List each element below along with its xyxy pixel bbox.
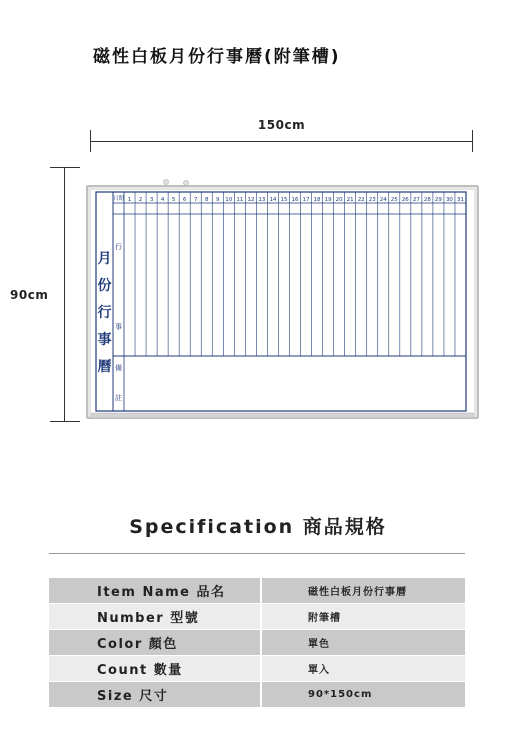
spec-row-size [49, 682, 465, 707]
day-number: 26 [401, 197, 409, 203]
day-number: 12 [247, 197, 255, 203]
specification-heading: Specification 商品規格 [129, 516, 387, 538]
notes-row-label: 備 [115, 364, 122, 372]
day-number: 22 [357, 197, 365, 203]
vertical-title-char: 行 [97, 305, 112, 321]
spec-value: 磁性白板月份行事曆 [262, 578, 465, 603]
day-number: 14 [269, 197, 277, 203]
date-header-label: 日期 [112, 196, 125, 202]
day-number: 21 [346, 197, 354, 203]
day-number: 17 [302, 197, 310, 203]
spec-row-number [49, 604, 465, 629]
vertical-title-char: 份 [97, 278, 112, 294]
spec-key: Color 顏色 [49, 630, 260, 655]
day-number: 23 [368, 197, 376, 203]
day-number: 11 [236, 197, 244, 203]
page-title: 磁性白板月份行事曆(附筆槽) [93, 47, 341, 67]
day-number: 16 [291, 197, 299, 203]
day-number: 3 [149, 197, 154, 203]
magnet-icon [164, 180, 169, 185]
height-dimension-tick-bottom [50, 421, 80, 422]
specification-table [49, 578, 465, 708]
height-dimension-tick-top [50, 167, 80, 168]
height-dimension-label: 90cm [10, 288, 49, 302]
width-dimension [90, 118, 473, 158]
schedule-row-label: 事 [115, 323, 122, 331]
day-number: 1 [127, 197, 132, 203]
day-number: 28 [423, 197, 431, 203]
specification-divider [49, 553, 465, 554]
day-number: 8 [204, 197, 209, 203]
day-number: 31 [456, 197, 464, 203]
day-number: 10 [225, 197, 233, 203]
height-dimension [48, 167, 80, 422]
spec-key: Count 數量 [49, 656, 260, 681]
spec-row-count [49, 656, 465, 681]
spec-row-color [49, 630, 465, 655]
day-number: 25 [390, 197, 398, 203]
whiteboard-product-image [86, 177, 479, 421]
day-number: 30 [445, 197, 453, 203]
day-number: 20 [335, 197, 343, 203]
day-number: 9 [216, 197, 220, 203]
spec-value: 附筆槽 [262, 604, 465, 629]
vertical-title-char: 事 [97, 332, 112, 348]
day-number: 18 [313, 197, 321, 203]
magnet-icon [184, 181, 189, 186]
width-dimension-line [90, 141, 473, 142]
width-dimension-tick-right [472, 130, 473, 152]
width-dimension-label: 150cm [257, 118, 306, 132]
day-number: 27 [412, 197, 420, 203]
pen-tray [91, 413, 474, 418]
spec-key: Size 尺寸 [49, 682, 260, 707]
notes-row-label: 註 [115, 394, 122, 402]
day-number: 29 [434, 197, 442, 203]
day-number: 7 [193, 197, 198, 203]
width-dimension-tick-left [90, 130, 91, 152]
spec-row-item-name [49, 578, 465, 603]
spec-key: Item Name 品名 [49, 578, 260, 603]
spec-value: 單入 [262, 656, 465, 681]
day-number: 4 [160, 197, 165, 203]
day-number: 2 [138, 197, 143, 203]
vertical-title-char: 月 [97, 251, 112, 267]
board-surface [91, 190, 474, 414]
day-number: 13 [258, 197, 266, 203]
day-number: 15 [280, 197, 288, 203]
spec-key: Number 型號 [49, 604, 260, 629]
spec-value: 90*150cm [262, 682, 465, 707]
height-dimension-line [64, 167, 65, 422]
day-number: 6 [182, 197, 187, 203]
schedule-row-label: 行 [115, 243, 122, 251]
whiteboard-calendar [86, 177, 479, 421]
day-number: 5 [171, 197, 176, 203]
vertical-title-char: 曆 [97, 359, 112, 375]
day-number: 19 [324, 197, 332, 203]
day-number: 24 [379, 197, 387, 203]
spec-value: 單色 [262, 630, 465, 655]
